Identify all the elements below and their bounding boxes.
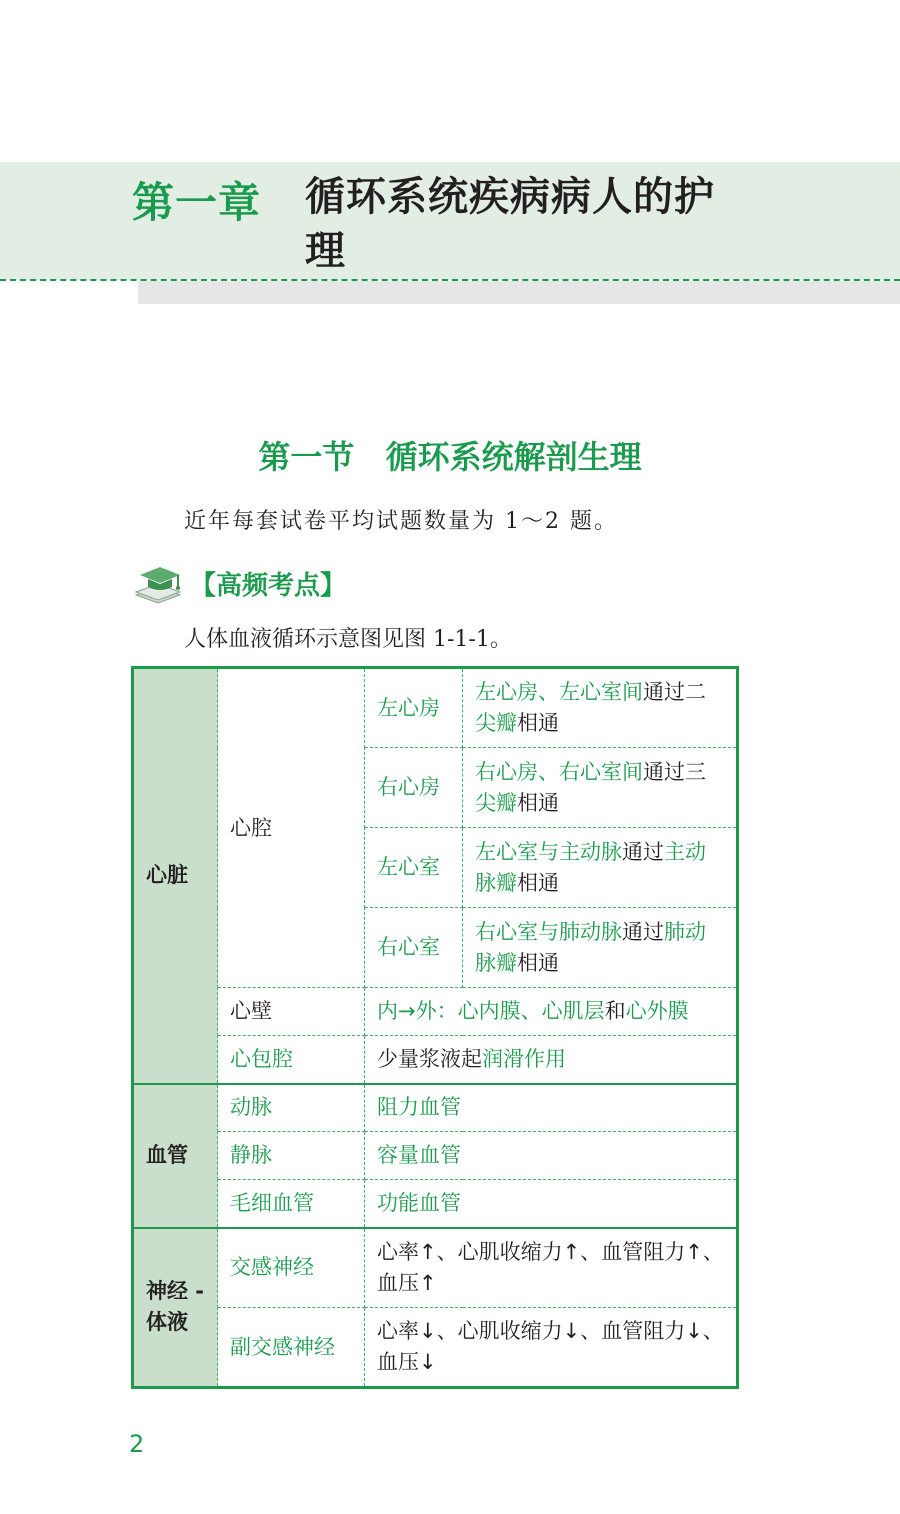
cell-vessel-desc: 阻力血管 xyxy=(365,1084,738,1132)
cell-nerve-desc: 心率↓、心肌收缩力↓、血管阻力↓、 血压↓ xyxy=(365,1308,738,1388)
table-row xyxy=(133,1228,738,1308)
section-label: 第一节 xyxy=(258,438,355,476)
cell-heart-wall: 心壁 xyxy=(218,988,365,1036)
cell-chamber-desc: 右心房、右心室间通过三尖瓣相通 xyxy=(463,748,738,828)
table-row xyxy=(133,1308,738,1388)
graduation-cap-book-icon xyxy=(132,561,184,605)
cell-chamber-name: 左心房 xyxy=(365,668,463,748)
cell-pericardium-desc: 少量浆液起润滑作用 xyxy=(365,1036,738,1084)
cell-vessel-desc: 功能血管 xyxy=(365,1180,738,1228)
cell-vessel-desc: 容量血管 xyxy=(365,1132,738,1180)
table-row xyxy=(133,1036,738,1084)
figure-caption: 人体血液循环示意图见图 1-1-1。 xyxy=(184,627,512,652)
cell-heart-cavity: 心腔 xyxy=(218,668,365,988)
cell-chamber-name: 左心室 xyxy=(365,828,463,908)
cell-chamber-name: 右心室 xyxy=(365,908,463,988)
chapter-banner-shadow xyxy=(138,281,900,304)
cell-nerve-desc: 心率↑、心肌收缩力↑、血管阻力↑、 血压↑ xyxy=(365,1228,738,1308)
cell-heart-wall-desc: 内→外：心内膜、心肌层和心外膜 xyxy=(365,988,738,1036)
category-neuro-humoral: 神经 - 体液 xyxy=(133,1228,218,1388)
hot-points-heading xyxy=(132,561,346,605)
table-row xyxy=(133,1180,738,1228)
cell-vessel-name: 毛细血管 xyxy=(218,1180,365,1228)
cell-vessel-name: 静脉 xyxy=(218,1132,365,1180)
cell-chamber-name: 右心房 xyxy=(365,748,463,828)
chapter-title: 循环系统疾病病人的护理 xyxy=(305,174,715,274)
cell-vessel-name: 动脉 xyxy=(218,1084,365,1132)
intro-text: 近年每套试卷平均试题数量为 1～2 题。 xyxy=(184,509,618,534)
category-vessels: 血管 xyxy=(133,1084,218,1228)
cell-chamber-desc: 左心房、左心室间通过二尖瓣相通 xyxy=(463,668,738,748)
table-row xyxy=(133,1132,738,1180)
table-row xyxy=(133,668,738,748)
hot-points-label: 【高频考点】 xyxy=(190,570,347,601)
cell-pericardium: 心包腔 xyxy=(218,1036,365,1084)
section-title: 循环系统解剖生理 xyxy=(385,438,642,476)
section-heading xyxy=(0,432,900,478)
table-row xyxy=(133,1084,738,1132)
category-heart: 心脏 xyxy=(133,668,218,1084)
circulation-table xyxy=(131,666,739,1389)
page-number: 2 xyxy=(129,1430,145,1458)
cell-nerve-name: 副交感神经 xyxy=(218,1308,365,1388)
cell-chamber-desc: 右心室与肺动脉通过肺动脉瓣相通 xyxy=(463,908,738,988)
cell-nerve-name: 交感神经 xyxy=(218,1228,365,1308)
chapter-label: 第一章 xyxy=(132,178,262,227)
table-row xyxy=(133,988,738,1036)
cell-chamber-desc: 左心室与主动脉通过主动脉瓣相通 xyxy=(463,828,738,908)
